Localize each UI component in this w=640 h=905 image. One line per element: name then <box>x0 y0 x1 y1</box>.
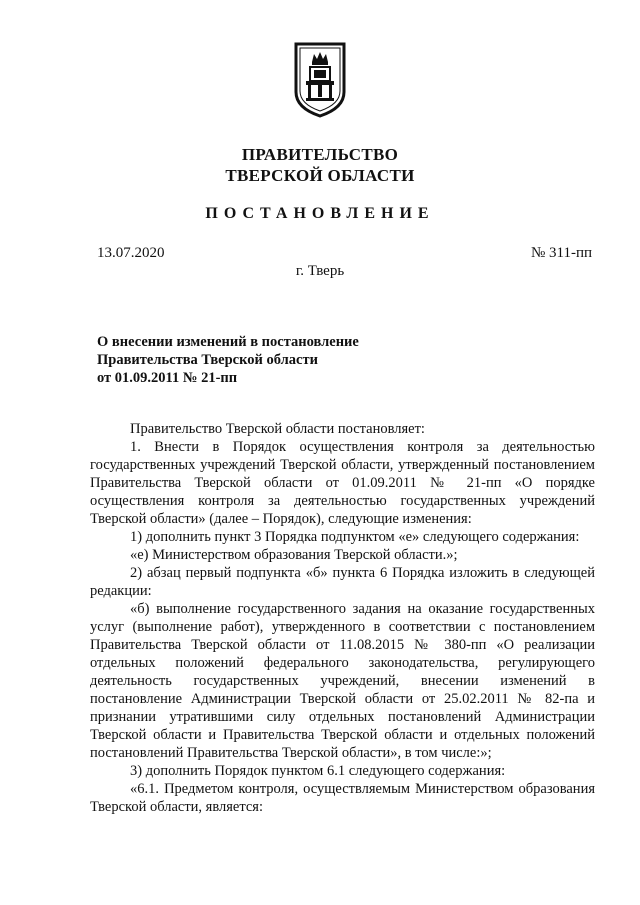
coat-of-arms-icon <box>292 40 348 118</box>
paragraph-item-1: 1. Внести в Порядок осуществления контроля за деятельностью государственных учреждений Тверской области, утвержденный постановлением Правительства Тверской области от 01.09.2011 № 21-пп «О порядке осуществления контроля за деятельностью государственных учреждений Тверской области» (далее – Порядок), следующие изменения: <box>90 439 595 527</box>
paragraph-subitem-1: 1) дополнить пункт 3 Порядка подпунктом «е» следующего содержания: <box>130 529 580 545</box>
paragraph-quote-6-1: «6.1. Предметом контроля, осуществляемым Министерством образования Тверской области, является: <box>90 781 595 815</box>
subject-line2: Правительства Тверской области <box>97 352 318 368</box>
paragraph-quote-e: «е) Министерством образования Тверской области.»; <box>130 547 458 563</box>
document-number: № 311-пп <box>530 245 592 261</box>
subject-line3: от 01.09.2011 № 21-пп <box>97 370 238 386</box>
document-date: 13.07.2020 <box>97 245 165 261</box>
document-type: ПОСТАНОВЛЕНИЕ <box>205 205 435 222</box>
paragraph-quote-b: «б) выполнение государственного задания на оказание государственных услуг (выполнение работ), утвержденного в соответствии с постановлением Правительства Тверской области от 11.08.2015 № 380-пп «О реализации отдельных положений федерального законодательства, регулирующего деятельность государственных учреждений, внесении изменений в постановление Администрации Тверской области от 25.02.2011 № 82-па и признании утратившими силу отдельных постановлений Администрации Тверской области и Правительства Тверской области и отдельных положений постановлений Правительства Тверской области», в том числе:»; <box>90 601 595 761</box>
paragraph-preamble: Правительство Тверской области постановляет: <box>130 421 425 437</box>
document-subject <box>97 333 359 387</box>
subject-line1: О внесении изменений в постановление <box>97 334 359 350</box>
paragraph-subitem-3: 3) дополнить Порядок пунктом 6.1 следующего содержания: <box>130 763 506 779</box>
document-body <box>90 420 595 816</box>
government-name-line2: ТВЕРСКОЙ ОБЛАСТИ <box>225 166 415 185</box>
document-city: г. Тверь <box>295 263 345 279</box>
government-name-line1: ПРАВИТЕЛЬСТВО <box>241 145 399 164</box>
paragraph-subitem-2: 2) абзац первый подпункта «б» пункта 6 Порядка изложить в следующей редакции: <box>90 565 595 599</box>
